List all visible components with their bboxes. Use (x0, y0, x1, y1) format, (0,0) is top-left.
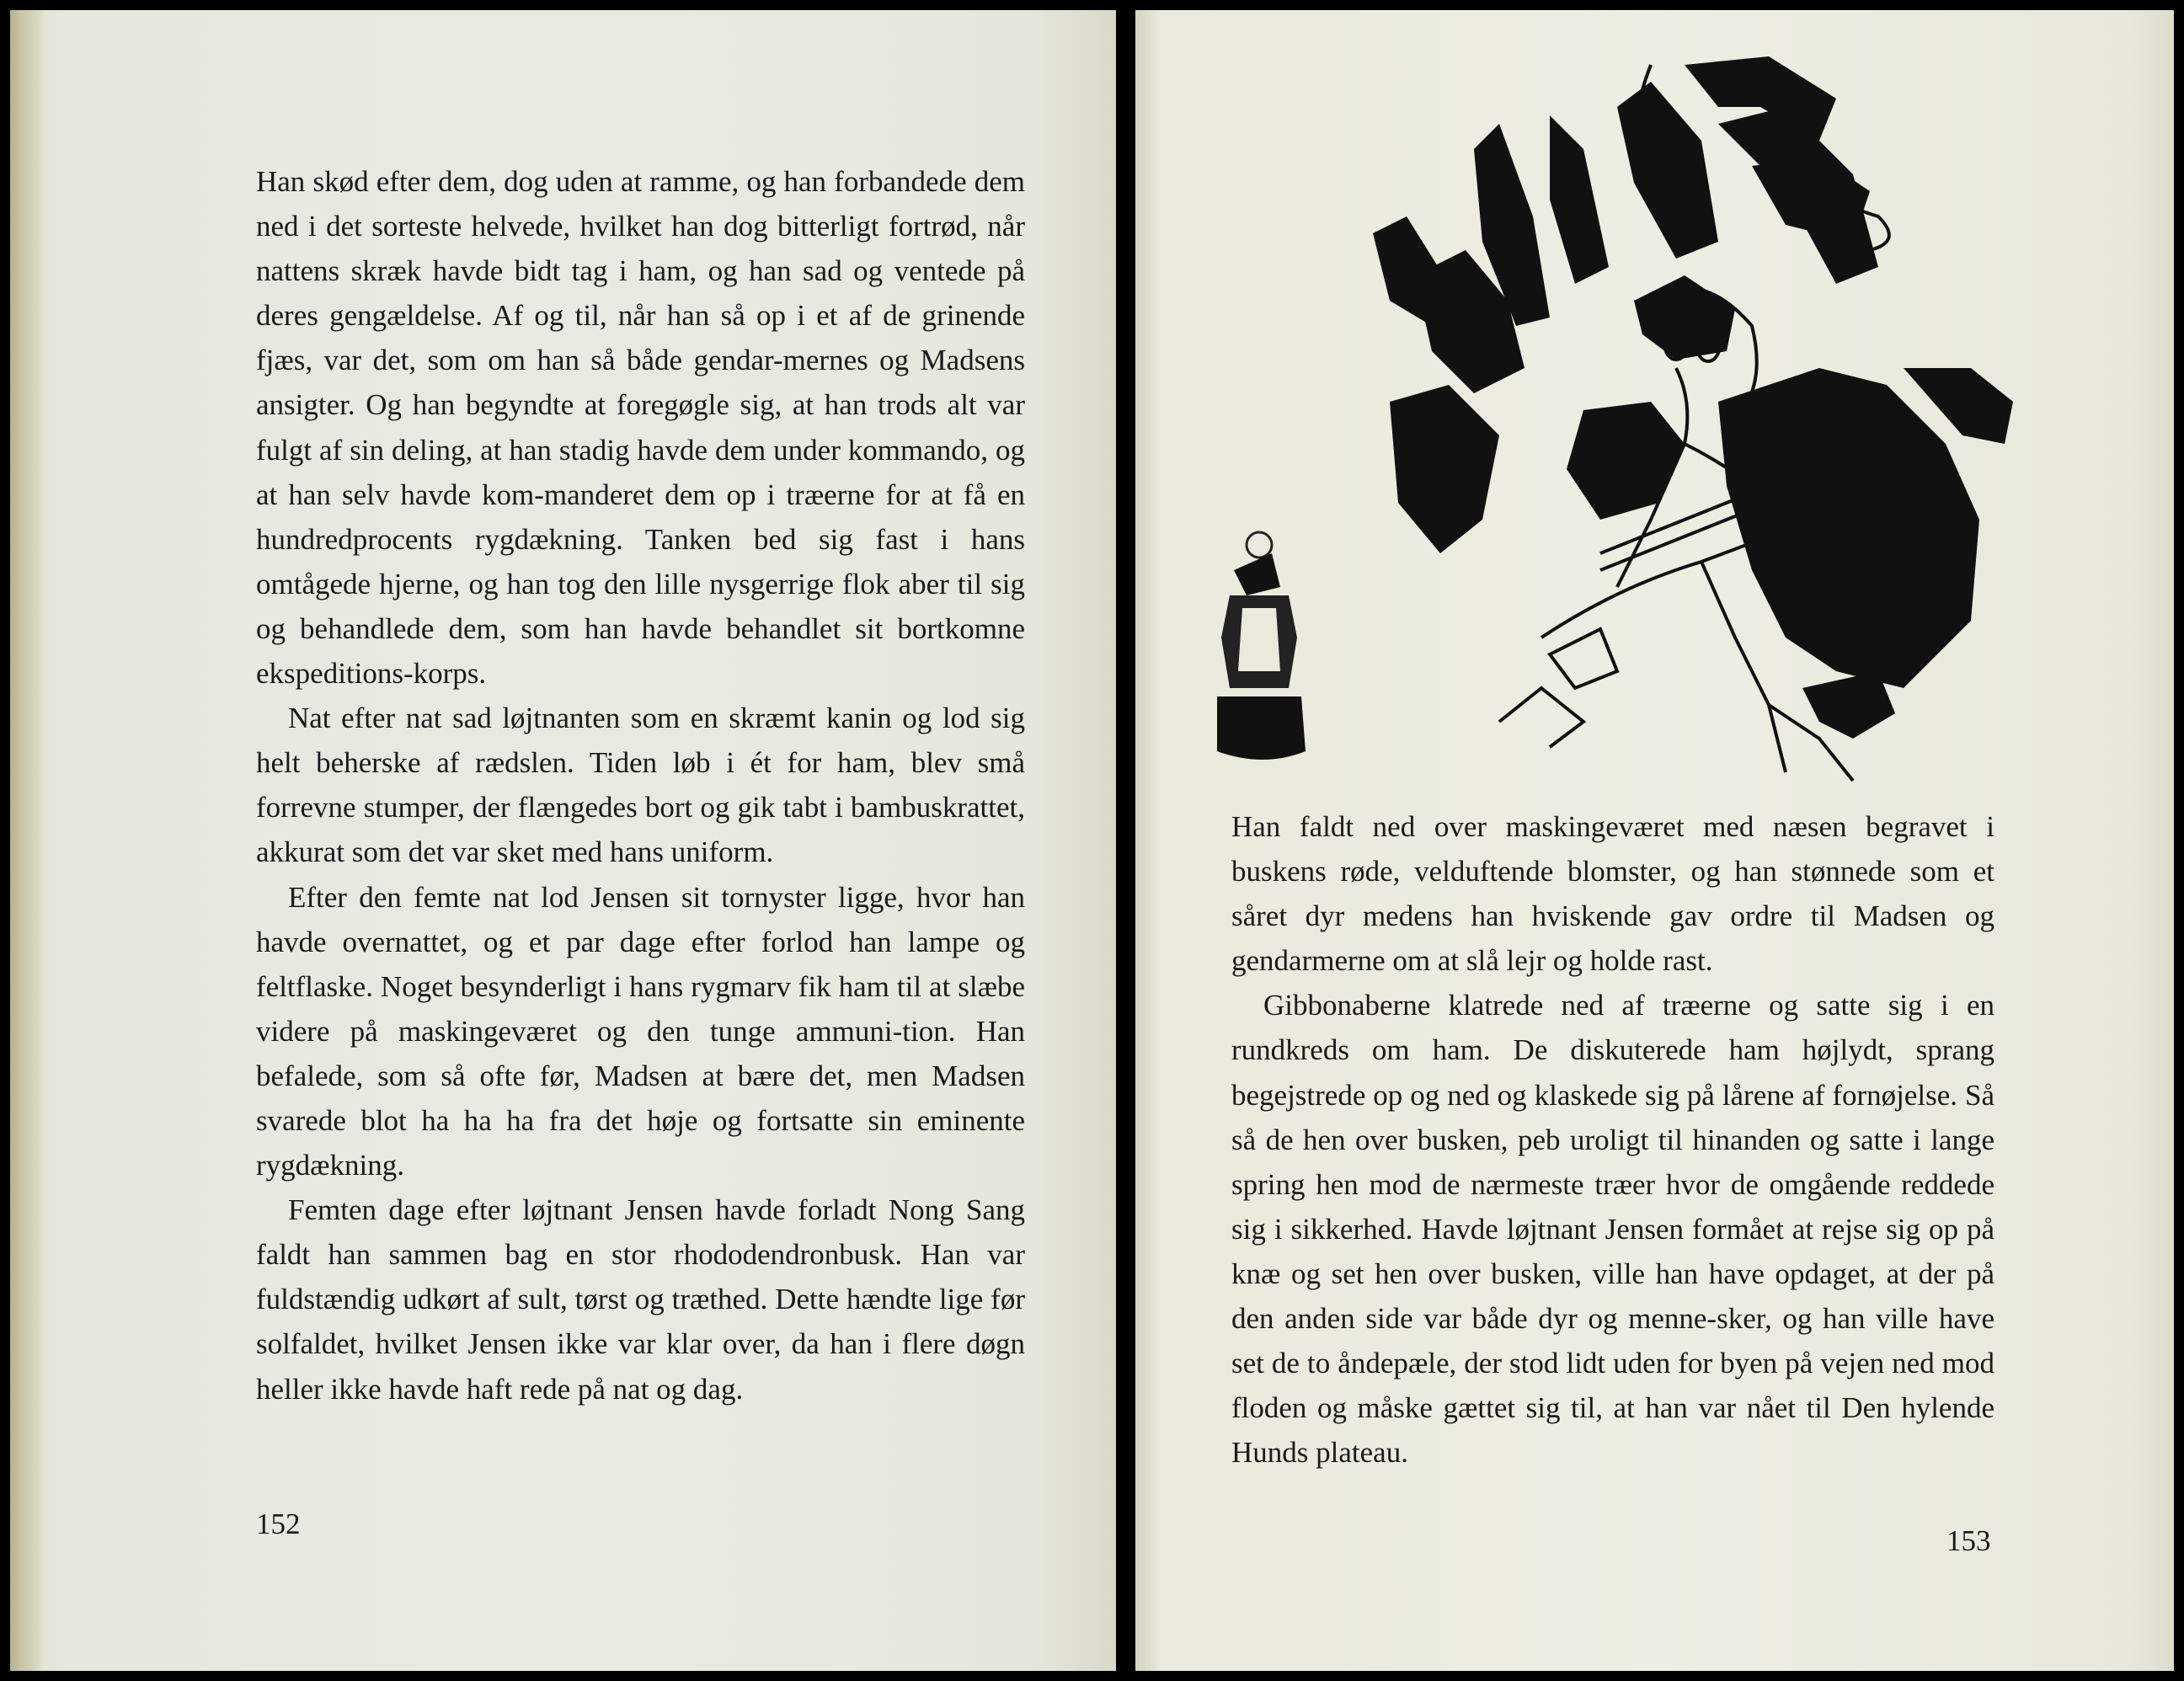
paragraph: Han faldt ned over maskingeværet med næsen begravet i buskens røde, velduftende blomster, og han stønnede som et såret dyr medens han hviskende gav ordre til Madsen og gendarmerne om at slå lejr og holde rast. (1231, 810, 1994, 978)
page-number: 153 (1946, 1524, 1991, 1557)
right-page-text (1231, 804, 1994, 1475)
paragraph: Nat efter nat sad løjtnanten som en skræmt kanin og lod sig helt beherske af rædslen. Tiden løb i ét for ham, blev små forrevne stumper, der flængedes bort og gik tabt i bambuskrattet, akkurat som det var sket med hans uniform. (256, 702, 1025, 869)
paragraph: Femten dage efter løjtnant Jensen havde forladt Nong Sang faldt han sammen bag en stor rhododendronbusk. Han var fuldstændig udkørt af sult, tørst og træthed. Dette hændte lige før solfaldet, hvilket Jensen ikke var klar over, da han i flere døgn heller ikke havde haft rede på nat og dag. (256, 1193, 1025, 1406)
ink-illustration (1179, 48, 2064, 798)
paragraph: Han skød efter dem, dog uden at ramme, og han forbandede dem ned i det sorteste helvede, hvilket han dog bitterligt fortrød, når nattens skræk havde bidt tag i ham, og han sad og ventede på deres gengældelse. Af og til, når han så op i et af de grinende fjæs, var det, som om han så både gendar-mernes og Madsens ansigter. Og han begyndte at foregøgle sig, at han trods alt var fulgt af sin deling, at han stadig havde dem under kommando, og at han selv havde kom-manderet dem op i træerne for at få en hundredprocents rygdækning. Tanken bed sig fast i hans omtågede hjerne, og han tog den lille nysgerrige flok aber til sig og behandlede dem, som han havde behandlet sit bortkomne ekspeditions-korps. (256, 165, 1025, 691)
paragraph: Efter den femte nat lod Jensen sit tornyster ligge, hvor han havde overnattet, og et par dage efter forlod han lampe og feltflaske. Noget besynderligt i hans rygmarv fik ham til at slæbe videre på maskingeværet og den tunge ammuni-tion. Han befalede, som så ofte før, Madsen at bære det, men Madsen svarede blot ha ha ha fra det høje og fortsatte sin eminente rygdækning. (256, 880, 1025, 1182)
left-page (10, 10, 1116, 1671)
lantern-icon (1217, 532, 1306, 760)
paragraph: Gibbonaberne klatrede ned af træerne og satte sig i en rundkreds om ham. De diskuterede ham højlydt, sprang begejstrede op og ned og klaskede sig på lårene af fornøjelse. Så så de hen over busken, peb uroligt til hinanden og satte i lange spring hen mod de nærmeste træer hvor de omgående reddede sig i sikkerhed. Havde løjtnant Jensen formået at rejse sig op på knæ og set hen over busken, ville han have opdaget, at der på den anden side var både dyr og menne-sker, og han ville have set de to åndepæle, der stod lidt uden for byen på vejen ned mod floden og måske gættet sig til, at han var nået til Den hylende Hunds plateau. (1231, 989, 1994, 1470)
ink-brush-strokes (1373, 56, 2013, 739)
page-edge-shadow (10, 10, 44, 1671)
page-number: 152 (256, 1508, 301, 1540)
left-page-text (256, 159, 1025, 1412)
right-page (1135, 10, 2174, 1671)
